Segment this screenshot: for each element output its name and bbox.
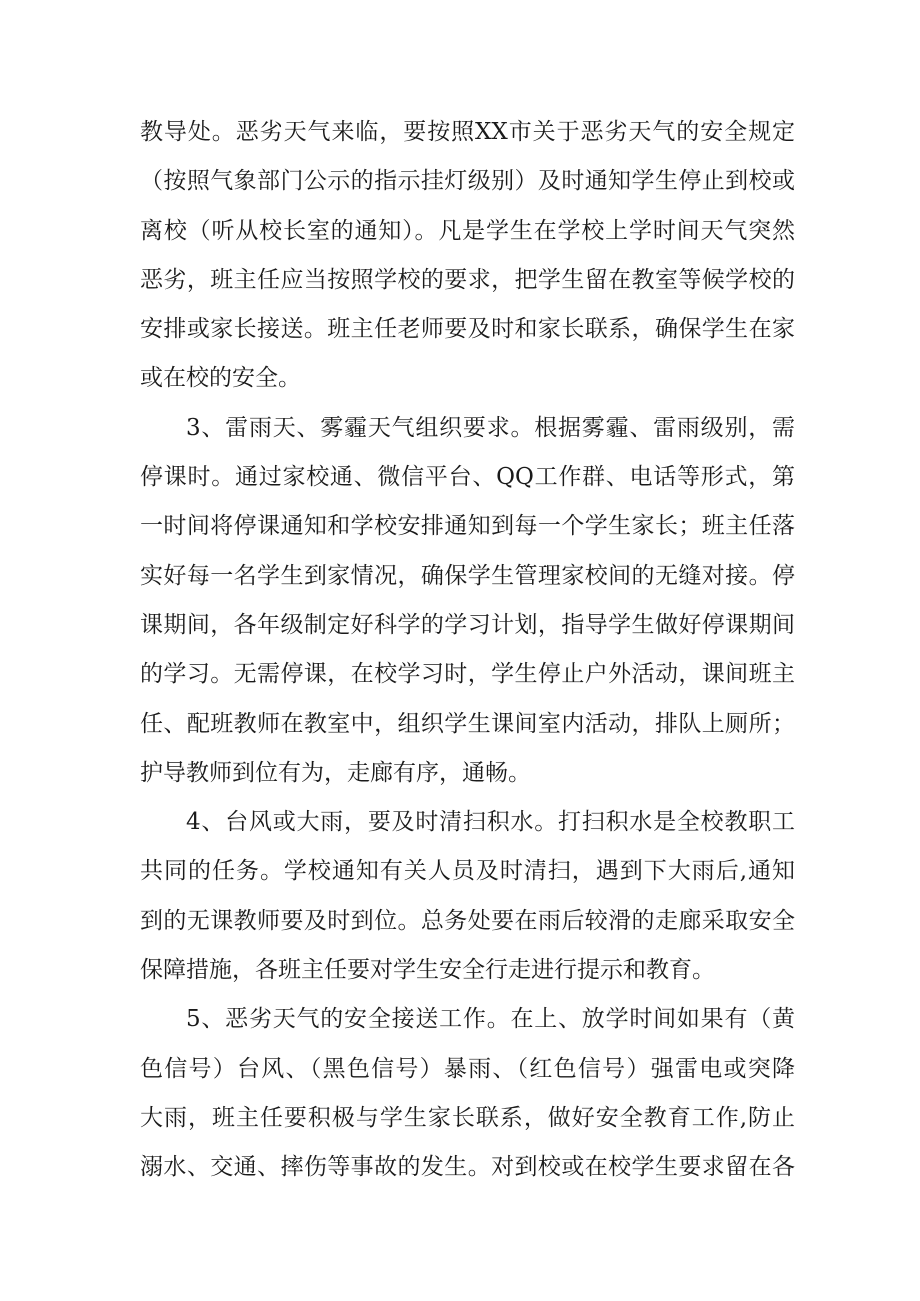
text-line: 任、配班教师在教室中，组织学生课间室内活动，排队上厕所； [140, 710, 795, 737]
text-line: 护导教师到位有为，走廊有序，通畅。 [140, 759, 531, 786]
paragraph-2 [140, 404, 795, 798]
text-line: 一时间将停课通知和学校安排通知到每一个学生家长；班主任落 [140, 513, 795, 540]
text-line: （按照气象部门公示的指示挂灯级别）及时通知学生停止到校或 [140, 168, 795, 195]
text-line: 5、恶劣天气的安全接送工作。在上、放学时间如果有（黄 [186, 1006, 795, 1033]
text-line: 恶劣，班主任应当按照学校的要求，把学生留在教室等候学校的 [140, 266, 795, 293]
text-line: 或在校的安全。 [140, 365, 301, 392]
text-line: 4、台风或大雨，要及时清扫积水。打扫积水是全校教职工 [186, 809, 795, 836]
paragraph-1 [140, 108, 795, 404]
text-line: 溺水、交通、摔伤等事故的发生。对到校或在校学生要求留在各 [140, 1154, 795, 1181]
text-line: 离校（听从校长室的通知）。凡是学生在学校上学时间天气突然 [140, 217, 795, 244]
paragraph-3 [140, 798, 795, 995]
text-line: 教导处。恶劣天气来临，要按照XX市关于恶劣天气的安全规定 [140, 119, 795, 145]
text-line: 的学习。无需停课，在校学习时，学生停止户外活动，课间班主 [140, 661, 795, 688]
text-line: 色信号）台风、（黑色信号）暴雨、（红色信号）强雷电或突降 [140, 1055, 795, 1082]
document-body [140, 108, 795, 1193]
paragraph-4 [140, 995, 795, 1192]
text-line: 课期间，各年级制定好科学的学习计划，指导学生做好停课期间 [140, 611, 795, 638]
text-line: 大雨，班主任要积极与学生家长联系，做好安全教育工作,防止 [140, 1104, 795, 1131]
text-line: 停课时。通过家校通、微信平台、QQ工作群、电话等形式，第 [140, 464, 795, 491]
text-line: 安排或家长接送。班主任老师要及时和家长联系，确保学生在家 [140, 316, 795, 343]
text-line: 到的无课教师要及时到位。总务处要在雨后较滑的走廊采取安全 [140, 907, 795, 934]
text-line: 共同的任务。学校通知有关人员及时清扫，遇到下大雨后,通知 [140, 858, 795, 885]
text-line: 3、雷雨天、雾霾天气组织要求。根据雾霾、雷雨级别，需 [186, 414, 795, 441]
text-line: 保障措施，各班主任要对学生安全行走进行提示和教育。 [140, 957, 715, 984]
text-line: 实好每一名学生到家情况，确保学生管理家校间的无缝对接。停 [140, 562, 795, 589]
